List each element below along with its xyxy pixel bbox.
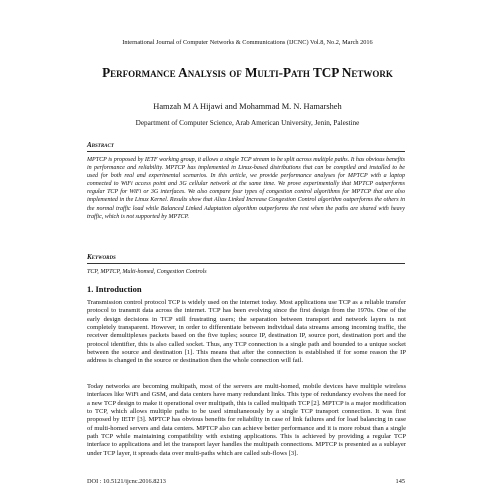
introduction-paragraph: Today networks are becoming multipath, most of the servers are multi-homed, mobile devices have multiple wireless interfaces like WiFi and GSM, and data centers have many redundant links. This type of redundancy evolves the need for a new TCP design to make it operational over multipath, this is called multipath TCP [2]. MPTCP is a major modification to TCP, which allows multiple paths to be used simultaneously by a single TCP transport connection. It was first proposed by IETF [3]. MPTCP has obvious benefits for reliability in case of link failures and for load balancing in case of multi-homed servers and data centers. MPTCP also can achieve better performance and it is more robust than a single path TCP while maintaining compatibility with existing applications. This is achieved by providing a regular TCP interface to applications and let the transport layer handles the multipath connections. MPTCP is presented as a sublayer under TCP layer, it spreads data over multi-paths which are called sub-flows [3]. — [87, 383, 406, 457]
doi-footer: DOI : 10.5121/ijcnc.2016.8213 — [87, 478, 166, 485]
abstract-heading: Abstract — [87, 141, 114, 149]
author-list: Hamzah M A Hijawi and Mohammad M. N. Hamarsheh — [153, 102, 342, 111]
paper-title: Performance Analysis of Multi-Path TCP Network — [102, 65, 393, 80]
abstract-body: MPTCP is proposed by IETF working group, it allows a single TCP stream to be split across multiple paths. It has obvious benefits in performance and reliability. MPTCP has implemented in Linux-based distributions that can be compiled and installed to be used for both real and experimental scenarios. In this article, we provide performance analyses for MPTCP with a laptop connected to WiFi access point and 3G cellular network at the same time. We prove experimentally that MPTCP outperforms regular TCP for WiFi or 3G interfaces. We also compare four types of congestion control algorithms for MPTCP that are also implemented in the Linux Kernel. Results show that Alias Linked Increase Congestion Control algorithm outperforms the others in the normal traffic load while Balanced Linked Adaptation algorithm outperforms the rest when the paths are shared with heavy traffic, which is not supported by MPTCP. — [87, 157, 405, 220]
introduction-heading: 1. Introduction — [87, 284, 142, 294]
abstract-divider — [87, 151, 405, 152]
journal-header: International Journal of Computer Networks & Communications (IJCNC) Vol.8, No.2, March 2016 — [122, 39, 373, 46]
keywords-divider — [87, 263, 405, 264]
page-number: 145 — [395, 478, 405, 485]
keywords-list: TCP, MPTCP, Multi-homed, Congestion Controls — [87, 269, 207, 275]
author-affiliation: Department of Computer Science, Arab American University, Jenin, Palestine — [135, 119, 360, 127]
keywords-heading: Keywords — [87, 253, 116, 261]
introduction-paragraph: Transmission control protocol TCP is widely used on the internet today. Most applications use TCP as a reliable transfer protocol to transmit data across the internet. TCP has been evolving since the first design from the 1970s. One of the early design decisions in TCP still frustrating users; the separation between transport and network layers is not completely transparent. However, in order to differentiate between individual data streams among incoming traffic, the receiver demultiplexes packets based on the five tuples; source IP, destination IP, source port, destination port and the protocol identifier, this is also called socket. Thus, any TCP connection is a single path and bounded to a unique socket between the source and destination [1]. This means that after the connection is established if for some reason the IP address is changed in the source or destination then the whole connection will fail. — [87, 299, 406, 365]
